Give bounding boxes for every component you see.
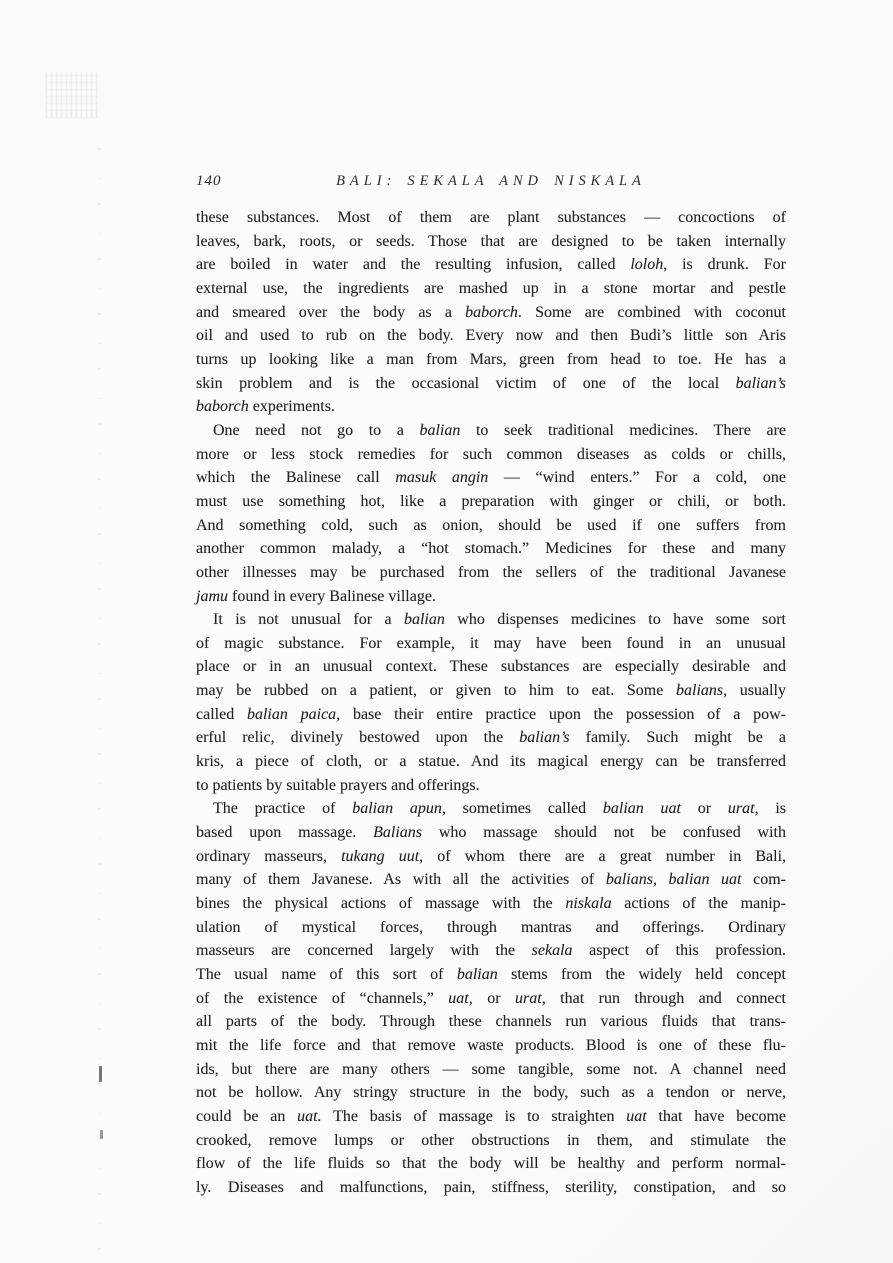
text-line: these substances. Most of them are plant substances — concoctions of	[196, 209, 786, 226]
text-line: ulation of mystical forces, through mantras and offerings. Ordinary	[196, 918, 786, 936]
binding-fleck-artifacts	[98, 130, 101, 1250]
text-line: The practice of balian apun, sometimes called balian uat or urat, is	[213, 800, 787, 818]
text-line: crooked, remove lumps or other obstructions in them, and stimulate the	[196, 1131, 786, 1149]
text-line: another common malady, a “hot stomach.” Medicines for these and many	[196, 540, 786, 558]
text-line: baborch experiments.	[196, 398, 335, 416]
text-line: skin problem and is the occasional victim of one of the local balian’s	[196, 374, 786, 392]
page-number: 140	[196, 173, 222, 189]
text-line: masseurs are concerned largely with the sekala aspect of this profession.	[196, 942, 787, 960]
text-line: and smeared over the body as a baborch. Some are combined with coconut	[196, 303, 787, 321]
text-line: ids, but there are many others — some tangible, some not. A channel need	[196, 1060, 786, 1078]
text-line: leaves, bark, roots, or seeds. Those that are designed to be taken internally	[196, 232, 786, 250]
text-line: called balian paica, base their entire practice upon the possession of a pow-	[196, 705, 787, 723]
running-head-row	[196, 173, 786, 195]
margin-mark-artifact	[100, 1130, 103, 1139]
text-line: And something cold, such as onion, should be used if one suffers from	[196, 516, 786, 534]
text-line: jamu found in every Balinese village.	[196, 587, 436, 605]
text-line: kris, a piece of cloth, or a statue. And its magical energy can be transferred	[196, 753, 786, 771]
text-line: based upon massage. Balians who massage should not be confused with	[196, 824, 786, 842]
text-line: all parts of the body. Through these channels run various fluids that trans-	[196, 1013, 786, 1031]
text-line: It is not unusual for a balian who dispenses medicines to have some sort	[213, 611, 787, 629]
text-line: One need not go to a balian to seek traditional medicines. There are	[213, 421, 786, 439]
text-line: external use, the ingredients are mashed up in a stone mortar and pestle	[196, 279, 786, 297]
text-line: flow of the life fluids so that the body will be healthy and perform normal-	[196, 1155, 786, 1173]
text-line: mit the life force and that remove waste products. Blood is one of these flu-	[196, 1036, 786, 1054]
text-line: which the Balinese call masuk angin — “wind enters.” For a cold, one	[196, 469, 787, 487]
text-line: bines the physical actions of massage with the niskala actions of the manip-	[196, 895, 787, 913]
text-line: are boiled in water and the resulting infusion, called loloh, is drunk. For	[196, 256, 787, 274]
text-line: to patients by suitable prayers and offerings.	[196, 776, 480, 794]
text-line: ly. Diseases and malfunctions, pain, stiffness, sterility, constipation, and so	[196, 1178, 786, 1196]
text-line: many of them Javanese. As with all the activities of balians, balian uat com-	[196, 871, 787, 889]
margin-mark-artifact	[99, 1066, 102, 1082]
text-line: not be hollow. Any stringy structure in the body, such as a tendon or nerve,	[196, 1084, 786, 1102]
text-line: of the existence of “channels,” uat, or urat, that run through and connect	[196, 989, 787, 1007]
text-line: other illnesses may be purchased from the sellers of the traditional Javanese	[196, 563, 786, 581]
body-text	[196, 206, 786, 1200]
text-line: could be an uat. The basis of massage is to straighten uat that have become	[196, 1107, 787, 1125]
text-line: may be rubbed on a patient, or given to him to eat. Some balians, usually	[196, 682, 786, 700]
running-header: BALI: SEKALA AND NISKALA	[336, 173, 646, 189]
text-line: ordinary masseurs, tukang uut, of whom there are a great number in Bali,	[196, 847, 787, 865]
text-line: oil and used to rub on the body. Every now and then Budi’s little son Aris	[196, 327, 786, 345]
scan-smudge-artifact	[46, 72, 98, 118]
text-line: must use something hot, like a preparation with ginger or chili, or both.	[196, 492, 786, 510]
text-line: erful relic, divinely bestowed upon the balian’s family. Such might be a	[196, 729, 786, 747]
text-line: turns up looking like a man from Mars, green from head to toe. He has a	[196, 350, 786, 368]
text-line: more or less stock remedies for such common diseases as colds or chills,	[196, 445, 786, 463]
text-line: place or in an unusual context. These substances are especially desirable and	[196, 658, 786, 676]
text-line: The usual name of this sort of balian stems from the widely held concept	[196, 966, 787, 983]
text-line: of magic substance. For example, it may have been found in an unusual	[196, 634, 786, 652]
